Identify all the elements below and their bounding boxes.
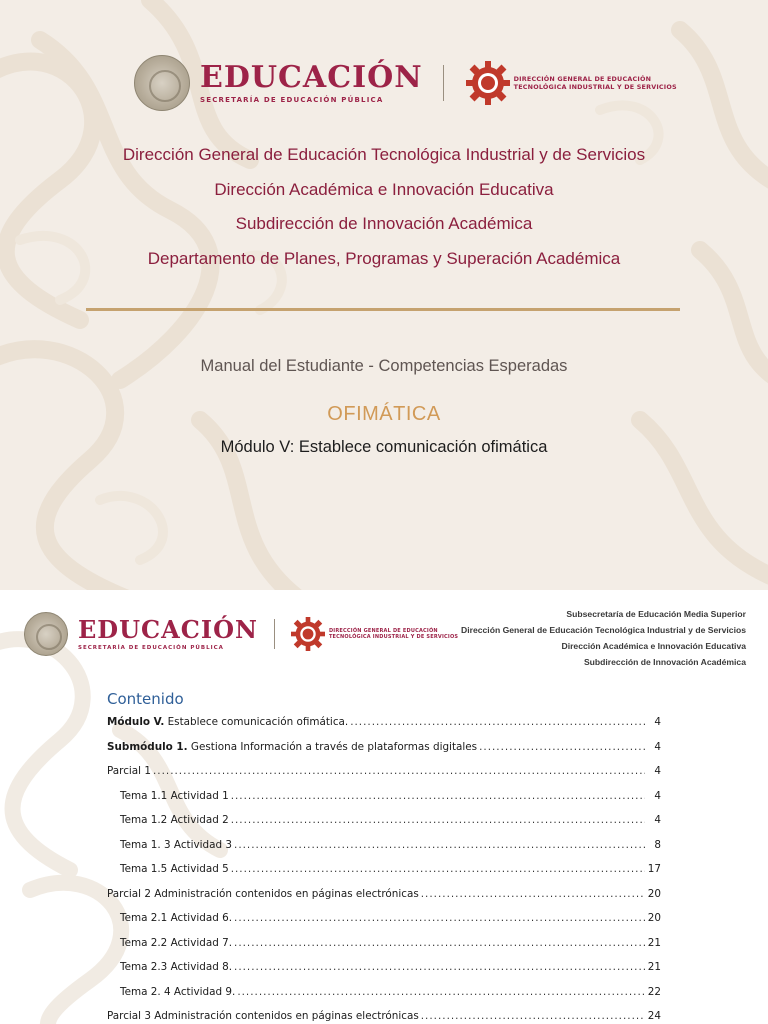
toc-entry[interactable] xyxy=(107,980,661,1005)
manual-title: Manual del Estudiante - Competencias Esperadas xyxy=(200,357,568,375)
right-header-line: Subdirección de Innovación Académica xyxy=(583,657,746,667)
toc-page-number: 21 xyxy=(647,961,661,973)
toc-page-number: 22 xyxy=(647,985,661,998)
toc-entry[interactable] xyxy=(107,808,661,833)
toc-dot-leader xyxy=(234,931,645,956)
sep-subtitle: SECRETARÍA DE EDUCACIÓN PÚBLICA xyxy=(200,96,384,104)
toc-entry-label xyxy=(107,735,477,760)
toc-entry-bold-label: Módulo V. xyxy=(107,716,165,728)
toc-entry-label xyxy=(120,784,229,809)
mexican-coat-of-arms-seal-icon xyxy=(134,55,190,111)
toc-entry-label xyxy=(120,857,229,882)
educacion-wordmark: EDUCACIÓN xyxy=(200,60,423,95)
logo-divider xyxy=(274,619,275,649)
educacion-logo xyxy=(200,62,423,104)
toc-entry-label xyxy=(120,931,232,956)
toc-page-number: 8 xyxy=(654,838,661,851)
toc-entry[interactable] xyxy=(107,882,661,907)
toc-entry-text: Tema 2.1 Actividad 6. xyxy=(120,912,233,924)
subject-title: OFIMÁTICA xyxy=(327,403,441,425)
toc-page-number: 20 xyxy=(647,887,661,900)
toc-entry-text: Gestiona Información a través de plataformas digitales xyxy=(187,740,478,753)
toc-page-number: 21 xyxy=(647,936,661,949)
educacion-logo xyxy=(78,617,258,651)
toc-entry-label xyxy=(107,759,151,784)
dgeti-line-1: DIRECCIÓN GENERAL DE EDUCACIÓN xyxy=(328,627,438,634)
right-header-line: Dirección General de Educación Tecnológica Industrial y de Servicios xyxy=(461,625,746,635)
toc-entry-label xyxy=(107,710,348,735)
header-line-dgeti: Dirección General de Educación Tecnológica Industrial y de Servicios xyxy=(122,145,646,164)
toc-entry-label xyxy=(120,906,232,931)
toc-dot-leader xyxy=(237,980,645,1005)
toc-dot-leader xyxy=(153,759,645,784)
toc-entry[interactable] xyxy=(107,955,661,980)
dgeti-line-1: DIRECCIÓN GENERAL DE EDUCACIÓN xyxy=(513,75,652,83)
toc-dot-leader xyxy=(231,857,645,882)
toc-entry-text: Establece comunicación ofimática. xyxy=(164,716,349,728)
institution-header xyxy=(0,143,768,281)
toc-dot-leader xyxy=(231,808,645,833)
toc-entry-label xyxy=(107,1004,419,1024)
table-of-contents xyxy=(107,710,661,1024)
toc-entry-text: Tema 2. 4 Actividad 9. xyxy=(120,985,236,998)
toc-page-number: 24 xyxy=(647,1010,661,1022)
dgeti-gear-icon xyxy=(291,617,325,651)
toc-entry[interactable] xyxy=(107,931,661,956)
toc-page-number: 4 xyxy=(654,765,661,777)
gold-divider xyxy=(86,308,680,311)
toc-dot-leader xyxy=(231,784,645,809)
toc-entry-text: Parcial 3 Administración contenidos en páginas electrónicas xyxy=(107,1010,419,1022)
toc-entry-label xyxy=(107,882,419,907)
toc-entry-text: Tema 2.2 Actividad 7. xyxy=(120,936,233,949)
toc-dot-leader xyxy=(234,906,645,931)
toc-dot-leader xyxy=(350,710,645,735)
toc-entry-label xyxy=(120,808,229,833)
toc-dot-leader xyxy=(421,1004,645,1024)
dgeti-line-2: TECNOLÓGICA INDUSTRIAL Y DE SERVICIOS xyxy=(328,634,459,640)
dgeti-logo-text xyxy=(514,75,677,91)
toc-entry-text: Parcial 1 xyxy=(107,765,151,777)
dgeti-line-2: TECNOLÓGICA INDUSTRIAL Y DE SERVICIOS xyxy=(513,83,677,91)
toc-page-number: 20 xyxy=(647,912,661,924)
header-line-innovation: Subdirección de Innovación Académica xyxy=(235,214,533,233)
toc-entry[interactable] xyxy=(107,735,661,760)
dgeti-logo-text xyxy=(329,628,458,641)
mexican-coat-of-arms-seal-icon xyxy=(24,612,68,656)
toc-entry[interactable] xyxy=(107,759,661,784)
toc-entry[interactable] xyxy=(107,857,661,882)
toc-entry-text: Parcial 2 Administración contenidos en páginas electrónicas xyxy=(107,887,419,900)
toc-entry[interactable] xyxy=(107,833,661,858)
toc-entry[interactable] xyxy=(107,710,661,735)
toc-entry-text: Tema 1.2 Actividad 2 xyxy=(120,814,229,826)
right-header-line: Dirección Académica e Innovación Educativa xyxy=(561,641,746,651)
educacion-wordmark: EDUCACIÓN xyxy=(78,615,258,644)
header-logos xyxy=(134,50,677,116)
sep-subtitle: SECRETARÍA DE EDUCACIÓN PÚBLICA xyxy=(78,645,224,651)
toc-entry[interactable] xyxy=(107,1004,661,1024)
toc-entry-label xyxy=(120,955,232,980)
toc-page-number: 4 xyxy=(654,740,661,753)
toc-page-number: 4 xyxy=(654,789,661,802)
contents-right-header xyxy=(461,606,746,670)
toc-dot-leader xyxy=(479,735,645,760)
toc-title: Contenido xyxy=(107,690,184,708)
toc-entry-text: Tema 1. 3 Actividad 3 xyxy=(120,838,233,851)
toc-dot-leader xyxy=(421,882,645,907)
toc-entry[interactable] xyxy=(107,906,661,931)
toc-entry[interactable] xyxy=(107,784,661,809)
dgeti-gear-icon xyxy=(466,61,510,105)
toc-entry-text: Tema 1.1 Actividad 1 xyxy=(120,789,229,802)
module-title: Módulo V: Establece comunicación ofimática xyxy=(220,438,548,456)
toc-page-number: 4 xyxy=(654,814,661,826)
contents-page xyxy=(0,590,768,1024)
contents-header-logos xyxy=(24,610,458,658)
header-line-department: Departamento de Planes, Programas y Superación Académica xyxy=(147,248,621,268)
toc-entry-text: Tema 2.3 Actividad 8. xyxy=(120,961,233,973)
toc-dot-leader xyxy=(234,955,645,980)
right-header-line: Subsecretaría de Educación Media Superior xyxy=(566,609,746,619)
toc-entry-label xyxy=(120,833,232,858)
toc-entry-text: Tema 1.5 Actividad 5 xyxy=(120,863,229,875)
toc-dot-leader xyxy=(234,833,645,858)
toc-entry-label xyxy=(120,980,235,1005)
toc-entry-bold-label: Submódulo 1. xyxy=(107,740,188,753)
header-line-academic-direction: Dirección Académica e Innovación Educativa xyxy=(214,179,554,199)
toc-page-number: 17 xyxy=(647,863,661,875)
toc-page-number: 4 xyxy=(654,716,661,728)
logo-divider xyxy=(443,65,444,101)
